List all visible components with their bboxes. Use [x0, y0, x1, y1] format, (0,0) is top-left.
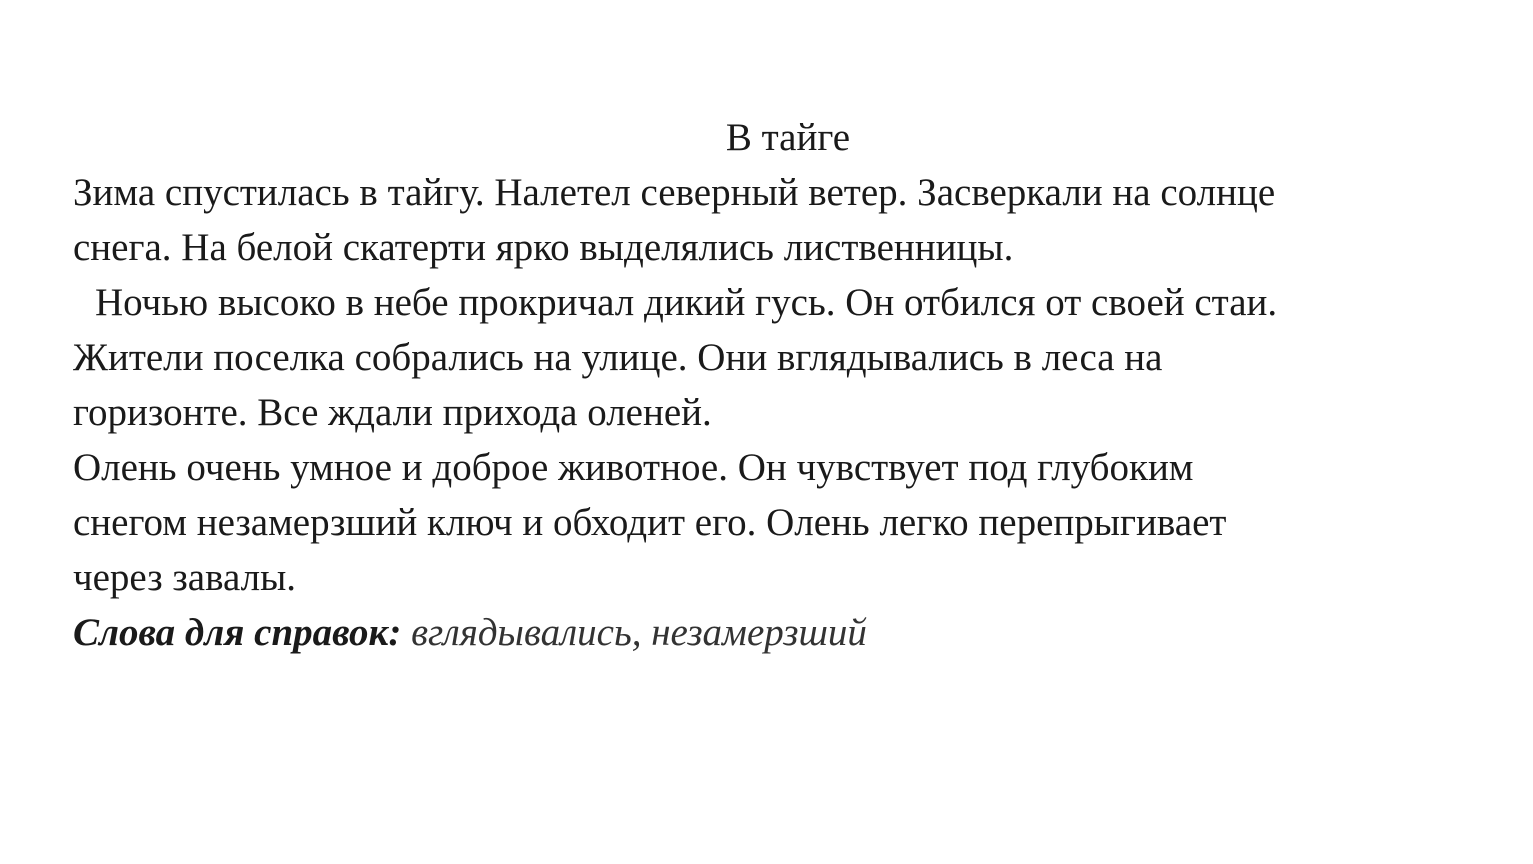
- document-title: В тайге: [725, 116, 851, 159]
- text-line-4: Жители поселка собрались на улице. Они вглядывались в леса на: [73, 336, 1163, 379]
- text-line-2: снега. На белой скатерти ярко выделялись лиственницы.: [73, 226, 1014, 269]
- text-line-6: Олень очень умное и доброе животное. Он чувствует под глубоким: [73, 446, 1194, 489]
- text-body: [73, 110, 1473, 660]
- reference-word-list: вглядывались, незамерзший: [401, 611, 867, 654]
- reference-words: [73, 605, 1473, 660]
- text-line-5: горизонте. Все ждали прихода оленей.: [73, 391, 712, 434]
- text-line-1: Зима спустилась в тайгу. Налетел северный ветер. Засверкали на солнце: [73, 171, 1276, 214]
- text-line-7: снегом незамерзший ключ и обходит его. Олень легко перепрыгивает: [73, 501, 1227, 544]
- text-line-3: Ночью высоко в небе прокричал дикий гусь. Он отбился от своей стаи.: [95, 281, 1278, 324]
- reference-label: Слова для справок:: [73, 611, 402, 654]
- text-line-8: через завалы.: [73, 556, 297, 599]
